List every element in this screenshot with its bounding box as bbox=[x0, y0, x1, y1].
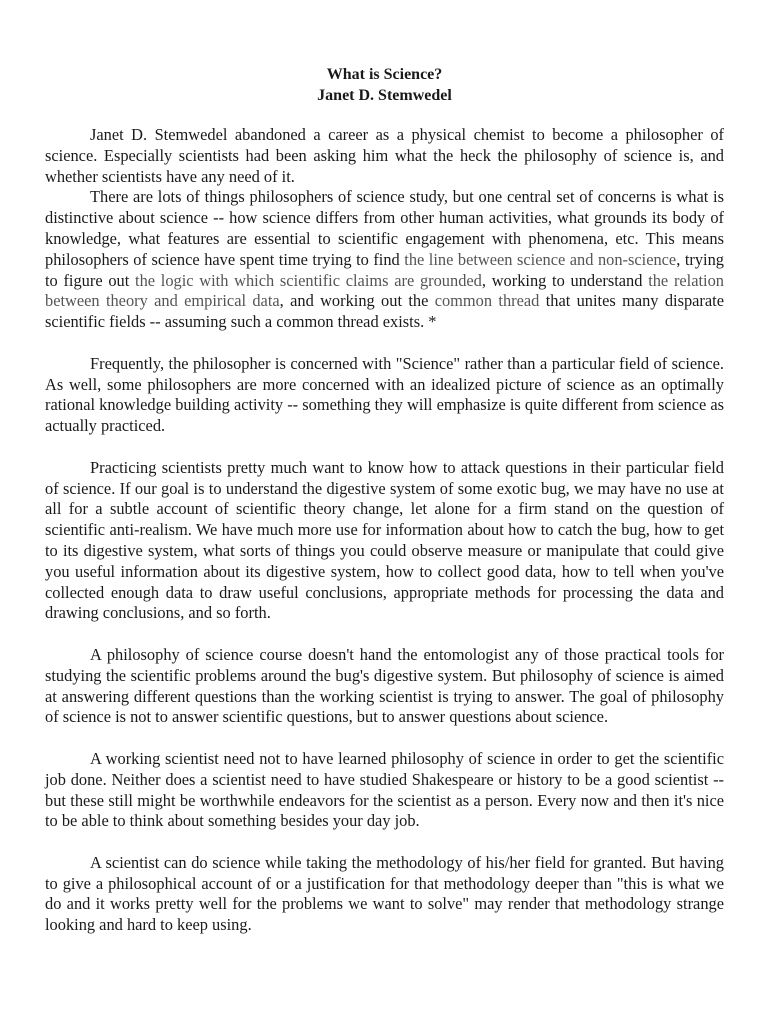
paragraph-working-scientist: A working scientist need not to have learned philosophy of science in order to get the scientific job done. Neither does a scientist need to have studied Shakespeare or history to be a good scientist -- but these still might be worthwhile endeavors for the scientist as a person. Every now and then it's nice to be able to think about something besides your day job. bbox=[45, 748, 724, 831]
paragraph-concerns bbox=[45, 187, 724, 333]
paragraph-practicing-scientists: Practicing scientists pretty much want to know how to attack questions in their particular field of science. If our goal is to understand the digestive system of some exotic bug, we may have no use at all for a subtle account of scientific theory change, let alone for a firm stand on the question of scientific anti-realism. We have much more use for information about how to catch the bug, how to get to its digestive system, what sorts of things you could observe measure or manipulate that could give you useful information about its digestive system, how to collect good data, how to tell when you've collected enough data to draw useful conclusions, appropriate methods for processing the data and drawing conclusions, and so forth. bbox=[45, 457, 724, 623]
paragraph-text: There are lots of things philosophers of science study, but one central set of concerns is what is distinctive about science -- how science differs from other human activities, what grounds its body of knowledge, what features are essential to scientific engagement with phenomena, etc. This means philosophers of science have spent time trying to find bbox=[45, 187, 724, 269]
paragraph-science-general: Frequently, the philosopher is concerned with "Science" rather than a particular field of science. As well, some philosophers are more concerned with an idealized picture of science as an optimally rational knowledge building activity -- something they will emphasize is quite different from science as actually practiced. bbox=[45, 353, 724, 436]
paragraph-text: , and working out the bbox=[279, 291, 435, 311]
paragraph-methodology: A scientist can do science while taking the methodology of his/her field for granted. But having to give a philosophical account of or a justification for that methodology deeper than "this is what we do and it works pretty well for the problems we want to solve" may render that methodology strange looking and hard to keep using. bbox=[45, 852, 724, 935]
document-title: What is Science? bbox=[326, 66, 443, 83]
document-author: Janet D. Stemwedel bbox=[317, 87, 452, 104]
title-block bbox=[45, 64, 724, 106]
paragraph-text: , trying to figure out bbox=[45, 249, 724, 290]
link-logic-claims[interactable]: the logic with which scientific claims are grounded bbox=[135, 270, 482, 290]
link-common-thread[interactable]: common thread bbox=[434, 291, 540, 311]
link-science-nonscience[interactable]: the line between science and non-science bbox=[404, 249, 677, 269]
paragraph-text: , working to understand bbox=[481, 270, 649, 290]
link-theory-data[interactable]: the relation between theory and empirical data bbox=[45, 270, 724, 311]
paragraph-course: A philosophy of science course doesn't hand the entomologist any of those practical tools for studying the scientific problems around the bug's digestive system. But philosophy of science is aimed at answering different questions than the working scientist is trying to answer. The goal of philosophy of science is not to answer scientific questions, but to answer questions about science. bbox=[45, 644, 724, 727]
paragraph-intro: Janet D. Stemwedel abandoned a career as a physical chemist to become a philosopher of science. Especially scientists had been asking him what the heck the philosophy of science is, and whether scientists have any need of it. bbox=[45, 125, 724, 186]
paragraph-text: that unites many disparate scientific fields -- assuming such a common thread exists. * bbox=[45, 291, 724, 332]
